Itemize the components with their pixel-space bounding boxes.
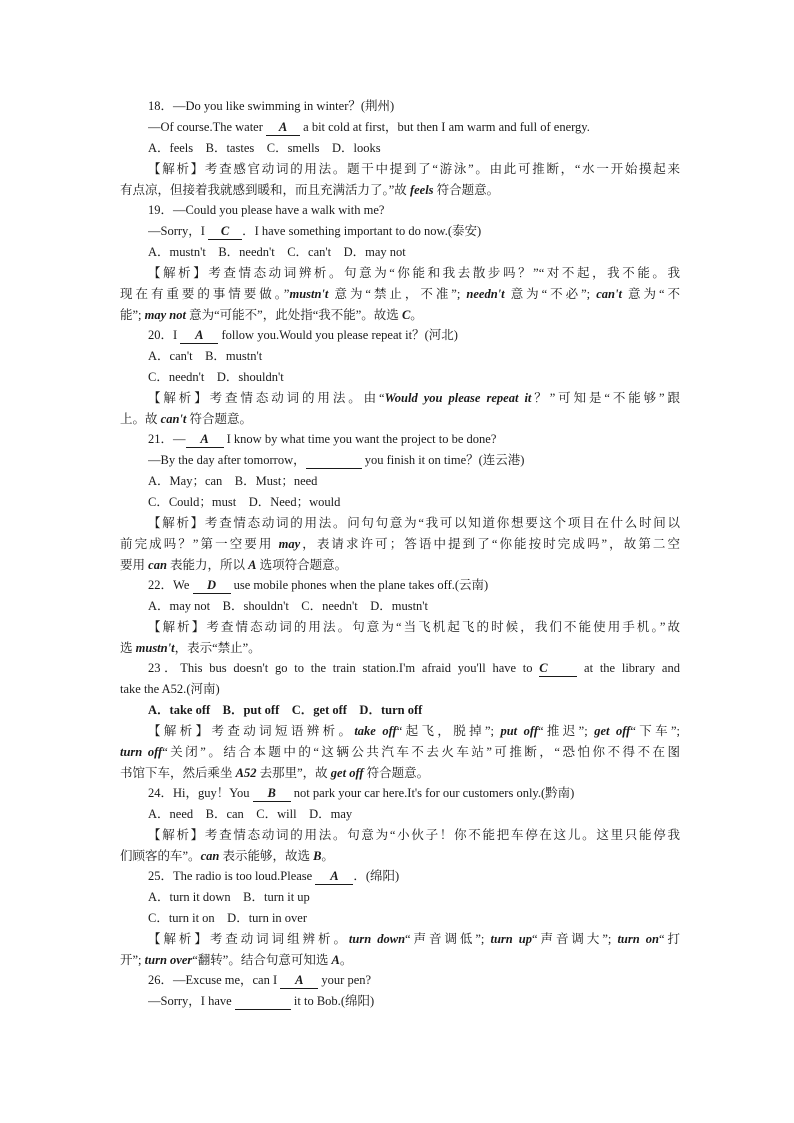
question-25-options-1: A．turn it down B．turn it up [148,890,310,904]
answer-blank: A [315,869,353,885]
question-19-options: A．mustn't B．needn't C．can't D．may not [148,245,406,259]
question-21-options-1: A．May；can B．Must；need [148,474,318,488]
question-20-analysis-line2: 上。故 can't 符合题意。 [120,412,252,426]
answer-blank: A [280,973,318,989]
question-21-analysis-line2: 前完成吗？”第一空要用 may，表请求许可；答语中提到了“你能按时完成吗”，故第二空 [120,537,680,551]
question-23-options: A．take off B．put off C．get off D．turn off [148,703,423,717]
question-23-analysis-line1: 【解析】考查动词短语辨析。take off“起飞，脱掉”; put off“推迟”; get off“下车”; [148,724,680,738]
question-23-line2: take the A52.(河南) [120,682,220,696]
answer-blank: B [253,786,291,802]
empty-blank [235,994,291,1010]
question-24-analysis-line2: 们顾客的车”。can 表示能够，故选 B。 [120,849,334,863]
question-24-stem: 24．Hi，guy！You B not park your car here.It's for our customers only.(黔南) [148,786,575,800]
question-20-analysis-line1: 【解析】考查情态动词的用法。由“Would you please repeat it？”可知是“不能够”跟 [148,391,680,405]
question-22-analysis-line2: 选 mustn't，表示“禁止”。 [120,641,261,655]
question-23-stem: 23．This bus doesn't go to the train station.I'm afraid you'll have to C at the library and [148,661,680,675]
question-20-options-1: A．can't B．mustn't [148,349,263,363]
question-18-stem: 18．—Do you like swimming in winter？(荆州) [148,99,395,113]
question-20-stem: 20．I A follow you.Would you please repeat it？(河北) [148,328,458,342]
answer-blank: C [208,224,242,240]
question-22-options: A．may not B．shouldn't C．needn't D．mustn't [148,599,429,613]
question-18-line2: —Of course.The water A a bit cold at first，but then I am warm and full of energy. [148,120,590,134]
question-19-analysis-line2: 现在有重要的事情要做。”mustn't 意为“禁止，不准”; needn't 意为“不必”; can't 意为“不 [120,287,680,301]
question-25-analysis-line1: 【解析】考查动词词组辨析。turn down“声音调低”; turn up“声音调大”; turn on“打 [148,932,680,946]
question-21-line2: —By the day after tomorrow， you finish it on time？(连云港) [148,453,525,467]
question-18-options: A．feels B．tastes C．smells D．looks [148,141,381,155]
empty-blank [306,453,362,469]
question-22-analysis-line1: 【解析】考查情态动词的用法。句意为“当飞机起飞的时候，我们不能使用手机。”故 [148,620,680,634]
answer-blank: A [180,328,218,344]
question-21-stem: 21．— A I know by what time you want the project to be done? [148,432,497,446]
question-22-stem: 22．We D use mobile phones when the plane takes off.(云南) [148,578,489,592]
question-25-options-2: C．turn it on D．turn in over [148,911,308,925]
question-18-analysis-line1: 【解析】考查感官动词的用法。题干中提到了“游泳”。由此可推断，“水一开始摸起来 [148,162,680,176]
answer-blank: A [266,120,300,136]
question-25-stem: 25．The radio is too loud.Please A ．(绵阳) [148,869,400,883]
question-19-analysis-line1: 【解析】考查情态动词辨析。句意为“你能和我去散步吗？”“对不起，我不能。我 [148,266,680,280]
question-24-options: A．need B．can C．will D．may [148,807,353,821]
question-19-line2: —Sorry，I C ．I have something important to do now.(泰安) [148,224,482,238]
answer-blank: D [193,578,231,594]
question-25-analysis-line2: 开”; turn over“翻转”。结合句意可知选 A。 [120,953,353,967]
answer-blank: C [539,661,577,677]
question-21-options-2: C．Could；must D．Need；would [148,495,341,509]
question-20-options-2: C．needn't D．shouldn't [148,370,284,384]
question-23-analysis-line2: turn off“关闭”。结合本题中的“这辆公共汽车不去火车站”可推断，“恐怕你不得不在图 [120,745,680,759]
question-23-analysis-line3: 书馆下车，然后乘坐 A52 去那里”，故 get off 符合题意。 [120,766,430,780]
question-21-analysis-line1: 【解析】考查情态动词的用法。问句句意为“我可以知道你想要这个项目在什么时间以 [148,516,680,530]
question-19-stem: 19．—Could you please have a walk with me? [148,203,385,217]
question-19-analysis-line3: 能”; may not 意为“可能不”，此处指“我不能”。故选 C。 [120,308,423,322]
question-18-analysis-line2: 有点凉，但接着我就感到暖和，而且充满活力了。”故 feels 符合题意。 [120,183,500,197]
question-21-analysis-line3: 要用 can 表能力，所以 A 选项符合题意。 [120,558,348,572]
question-26-line2: —Sorry，I have it to Bob.(绵阳) [148,994,375,1008]
question-26-stem: 26．—Excuse me，can I A your pen? [148,973,372,987]
answer-blank: A [186,432,224,448]
question-24-analysis-line1: 【解析】考查情态动词的用法。句意为“小伙子！你不能把车停在这儿。这里只能停我 [148,828,680,842]
